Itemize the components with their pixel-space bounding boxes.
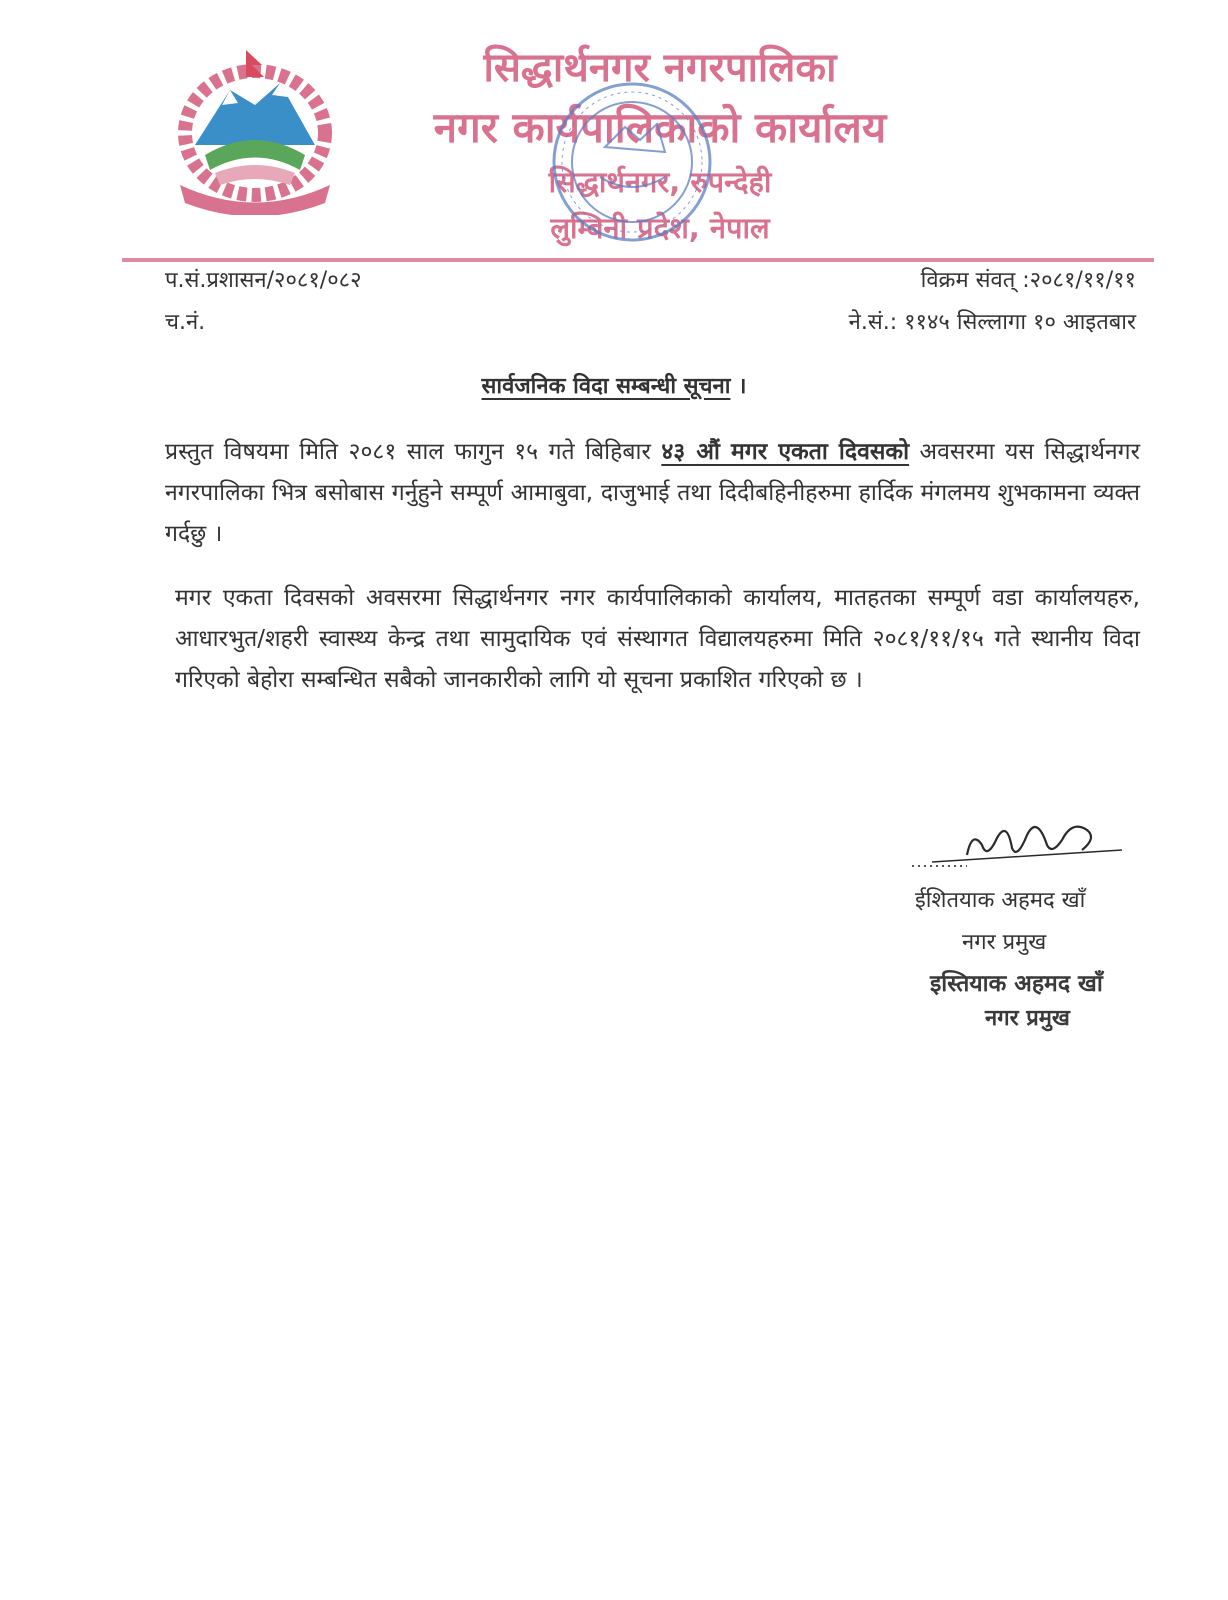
signer-title: नगर प्रमुख — [962, 930, 1047, 955]
org-name: सिद्धार्थनगर नगरपालिका — [483, 45, 837, 91]
paragraph-holiday: मगर एकता दिवसको अवसरमा सिद्धार्थनगर नगर कार्यपालिकाको कार्यालय, मातहतका सम्पूर्ण वडा कार्यालयहरु, आधारभुत/शहरी स्वास्थ्य केन्द्र तथा सामुदायिक एवं संस्थागत विद्यालयहरुमा मिति २०८१/११/१५ गते स्थानीय विदा गरिएको बेहोरा सम्बन्धित सबैको जानकारीको लागि यो सूचना प्रकाशित गरिएको छ । — [175, 585, 1140, 693]
paragraph-greeting — [165, 432, 1140, 555]
title-stamp: नगर प्रमुख — [985, 1005, 1070, 1031]
subject-danda: । — [738, 374, 747, 399]
nepal-emblem-icon — [160, 45, 350, 215]
header-divider — [122, 258, 1154, 262]
handwritten-signature — [912, 800, 1132, 880]
para1-highlight: ४३ औं मगर एकता दिवसको — [661, 439, 910, 465]
signer-name: ईशितयाक अहमद खाँ — [915, 888, 1086, 913]
notice-subject-line — [0, 370, 1228, 400]
vikram-sambat-date: विक्रम संवत् :२०८१/११/११ — [920, 268, 1136, 293]
office-name: नगर कार्यपालिकाको कार्यालय — [433, 103, 887, 152]
province-address: लुम्बिनी प्रदेश, नेपाल — [550, 211, 770, 245]
nepal-sambat-date: ने.सं.: ११४५ सिल्लागा १० आइतबार — [848, 310, 1136, 335]
notice-subject: सार्वजनिक विदा सम्बन्धी सूचना — [481, 374, 731, 399]
office-seal-icon — [545, 72, 720, 257]
reference-number: प.सं.प्रशासन/२०८१/०८२ — [165, 268, 362, 293]
para1-end: अवसरमा यस सिद्धार्थनगर नगरपालिका भित्र बसोबास गर्नुहुने सम्पूर्ण आमाबुवा, दाजुभाई तथा दिदीबहिनीहरुमा हार्दिक मंगलमय शुभकामना व्यक्त गर्दछु । — [165, 439, 1141, 547]
para1-start: प्रस्तुत विषयमा मिति २०८१ साल फागुन १५ गते बिहिबार — [165, 439, 651, 465]
name-stamp: इस्तियाक अहमद खाँ — [930, 970, 1103, 997]
district-address: सिद्धार्थनगर, रुपन्देही — [548, 165, 772, 199]
dispatch-number: च.नं. — [165, 310, 206, 335]
